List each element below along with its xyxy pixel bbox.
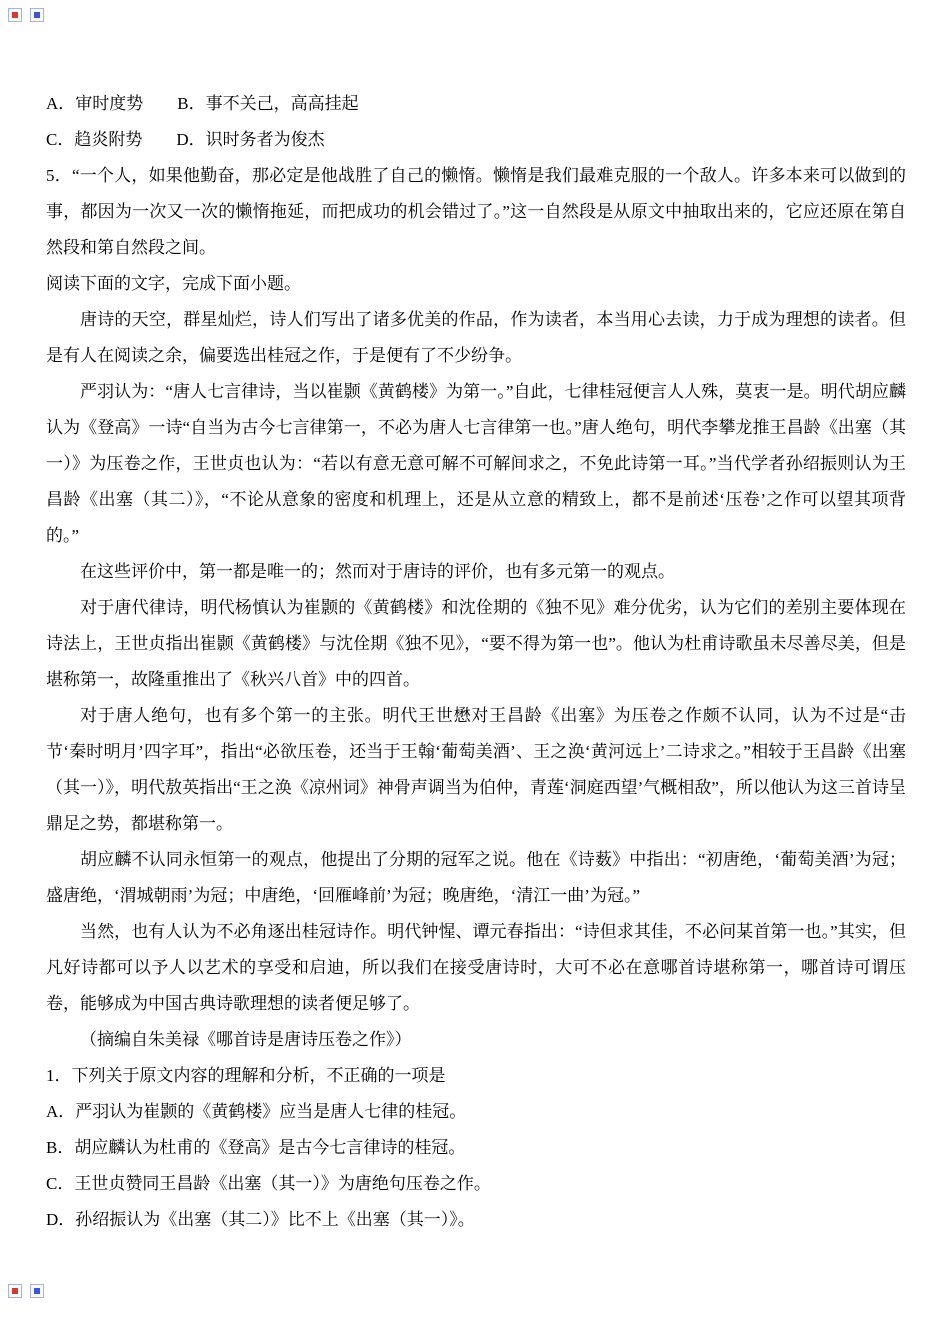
essay-paragraph: 当然，也有人认为不必角逐出桂冠诗作。明代钟惺、谭元春指出：“诗但求其佳，不必问某首第一也。”其实，但凡好诗都可以予人以艺术的享受和启迪，所以我们在接受唐诗时，大可不必在意哪首诗堪称第一，哪首诗可谓压卷，能够成为中国古典诗歌理想的读者便足够了。 <box>46 922 906 1013</box>
question-1-choice-c: C．王世贞赞同王昌龄《出塞（其一）》为唐绝句压卷之作。 <box>46 1174 491 1193</box>
essay-paragraph: 严羽认为：“唐人七言律诗，当以崔颢《黄鹤楼》为第一。”自此，七律桂冠便言人人殊，莫衷一是。明代胡应麟认为《登高》一诗“自当为古今七言律第一，不必为唐人七言律第一也。”唐人绝句，明代李攀龙推王昌龄《出塞（其一）》为压卷之作，王世贞也认为：“若以有意无意可解不可解间求之，不免此诗第一耳。”当代学者孙绍振则认为王昌龄《出塞（其二）》，“不论从意象的密度和机理上，还是从立意的精致上，都不是前述‘压卷’之作可以望其项背的。” <box>46 382 906 545</box>
broken-image-icon <box>8 1284 22 1298</box>
broken-image-icon <box>30 1284 44 1298</box>
question-5-text: 5．“一个人，如果他勤奋，那必定是他战胜了自己的懒惰。懒惰是我们最难克服的一个敌人。许多本来可以做到的事，都因为一次又一次的懒惰拖延，而把成功的机会错过了。”这一自然段是从原文中抽取出来的，它应还原在第自然段和第自然段之间。 <box>46 166 906 257</box>
red-dot-icon <box>12 12 18 18</box>
essay-paragraph: 唐诗的天空，群星灿烂，诗人们写出了诸多优美的作品，作为读者，本当用心去读，力于成为理想的读者。但是有人在阅读之余，偏要选出桂冠之作，于是便有了不少纷争。 <box>46 310 906 365</box>
broken-image-icon <box>30 8 44 22</box>
source-attribution: （摘编自朱美禄《哪首诗是唐诗压卷之作》） <box>80 1030 412 1049</box>
red-dot-icon <box>12 1288 18 1294</box>
question-1-stem: 1．下列关于原文内容的理解和分析，不正确的一项是 <box>46 1066 446 1085</box>
essay-paragraph: 在这些评价中，第一都是唯一的；然而对于唐诗的评价，也有多元第一的观点。 <box>80 562 675 581</box>
bottom-left-placeholder-icons <box>8 1284 44 1298</box>
essay-paragraph: 胡应麟不认同永恒第一的观点，他提出了分期的冠军之说。他在《诗薮》中指出：“初唐绝，‘葡萄美酒’为冠；盛唐绝，‘渭城朝雨’为冠；中唐绝，‘回雁峰前’为冠；晚唐绝，‘清江一曲’为冠。” <box>46 850 906 905</box>
question-1-choice-a: A．严羽认为崔颢的《黄鹤楼》应当是唐人七律的桂冠。 <box>46 1102 467 1121</box>
essay-paragraph: 对于唐人绝句，也有多个第一的主张。明代王世懋对王昌龄《出塞》为压卷之作颇不认同，认为不过是“击节‘秦时明月’四字耳”，指出“必欲压卷，还当于王翰‘葡萄美酒’、王之涣‘黄河远上’二诗求之。”相较于王昌龄《出塞（其一）》，明代敖英指出“王之涣《凉州词》神骨声调当为伯仲，青莲‘洞庭西望’气概相敌”，所以他认为这三首诗呈鼎足之势，都堪称第一。 <box>46 706 906 833</box>
question-1-choice-d: D．孙绍振认为《出塞（其二）》比不上《出塞（其一）》。 <box>46 1210 475 1229</box>
reading-instruction: 阅读下面的文字，完成下面小题。 <box>46 274 301 293</box>
document-content <box>46 86 906 1238</box>
top-left-placeholder-icons <box>8 8 44 22</box>
blue-dot-icon <box>34 12 40 18</box>
blue-dot-icon <box>34 1288 40 1294</box>
essay-paragraph: 对于唐代律诗，明代杨慎认为崔颢的《黄鹤楼》和沈佺期的《独不见》难分优劣，认为它们的差别主要体现在诗法上，王世贞指出崔颢《黄鹤楼》与沈佺期《独不见》，“要不得为第一也”。他认为杜甫诗歌虽未尽善尽美，但是堪称第一，故隆重推出了《秋兴八首》中的四首。 <box>46 598 906 689</box>
broken-image-icon <box>8 8 22 22</box>
multiple-choice-options-ab: A．审时度势 B．事不关己，高高挂起 <box>46 94 359 113</box>
multiple-choice-options-cd: C．趋炎附势 D．识时务者为俊杰 <box>46 130 325 149</box>
question-1-choice-b: B．胡应麟认为杜甫的《登高》是古今七言律诗的桂冠。 <box>46 1138 466 1157</box>
